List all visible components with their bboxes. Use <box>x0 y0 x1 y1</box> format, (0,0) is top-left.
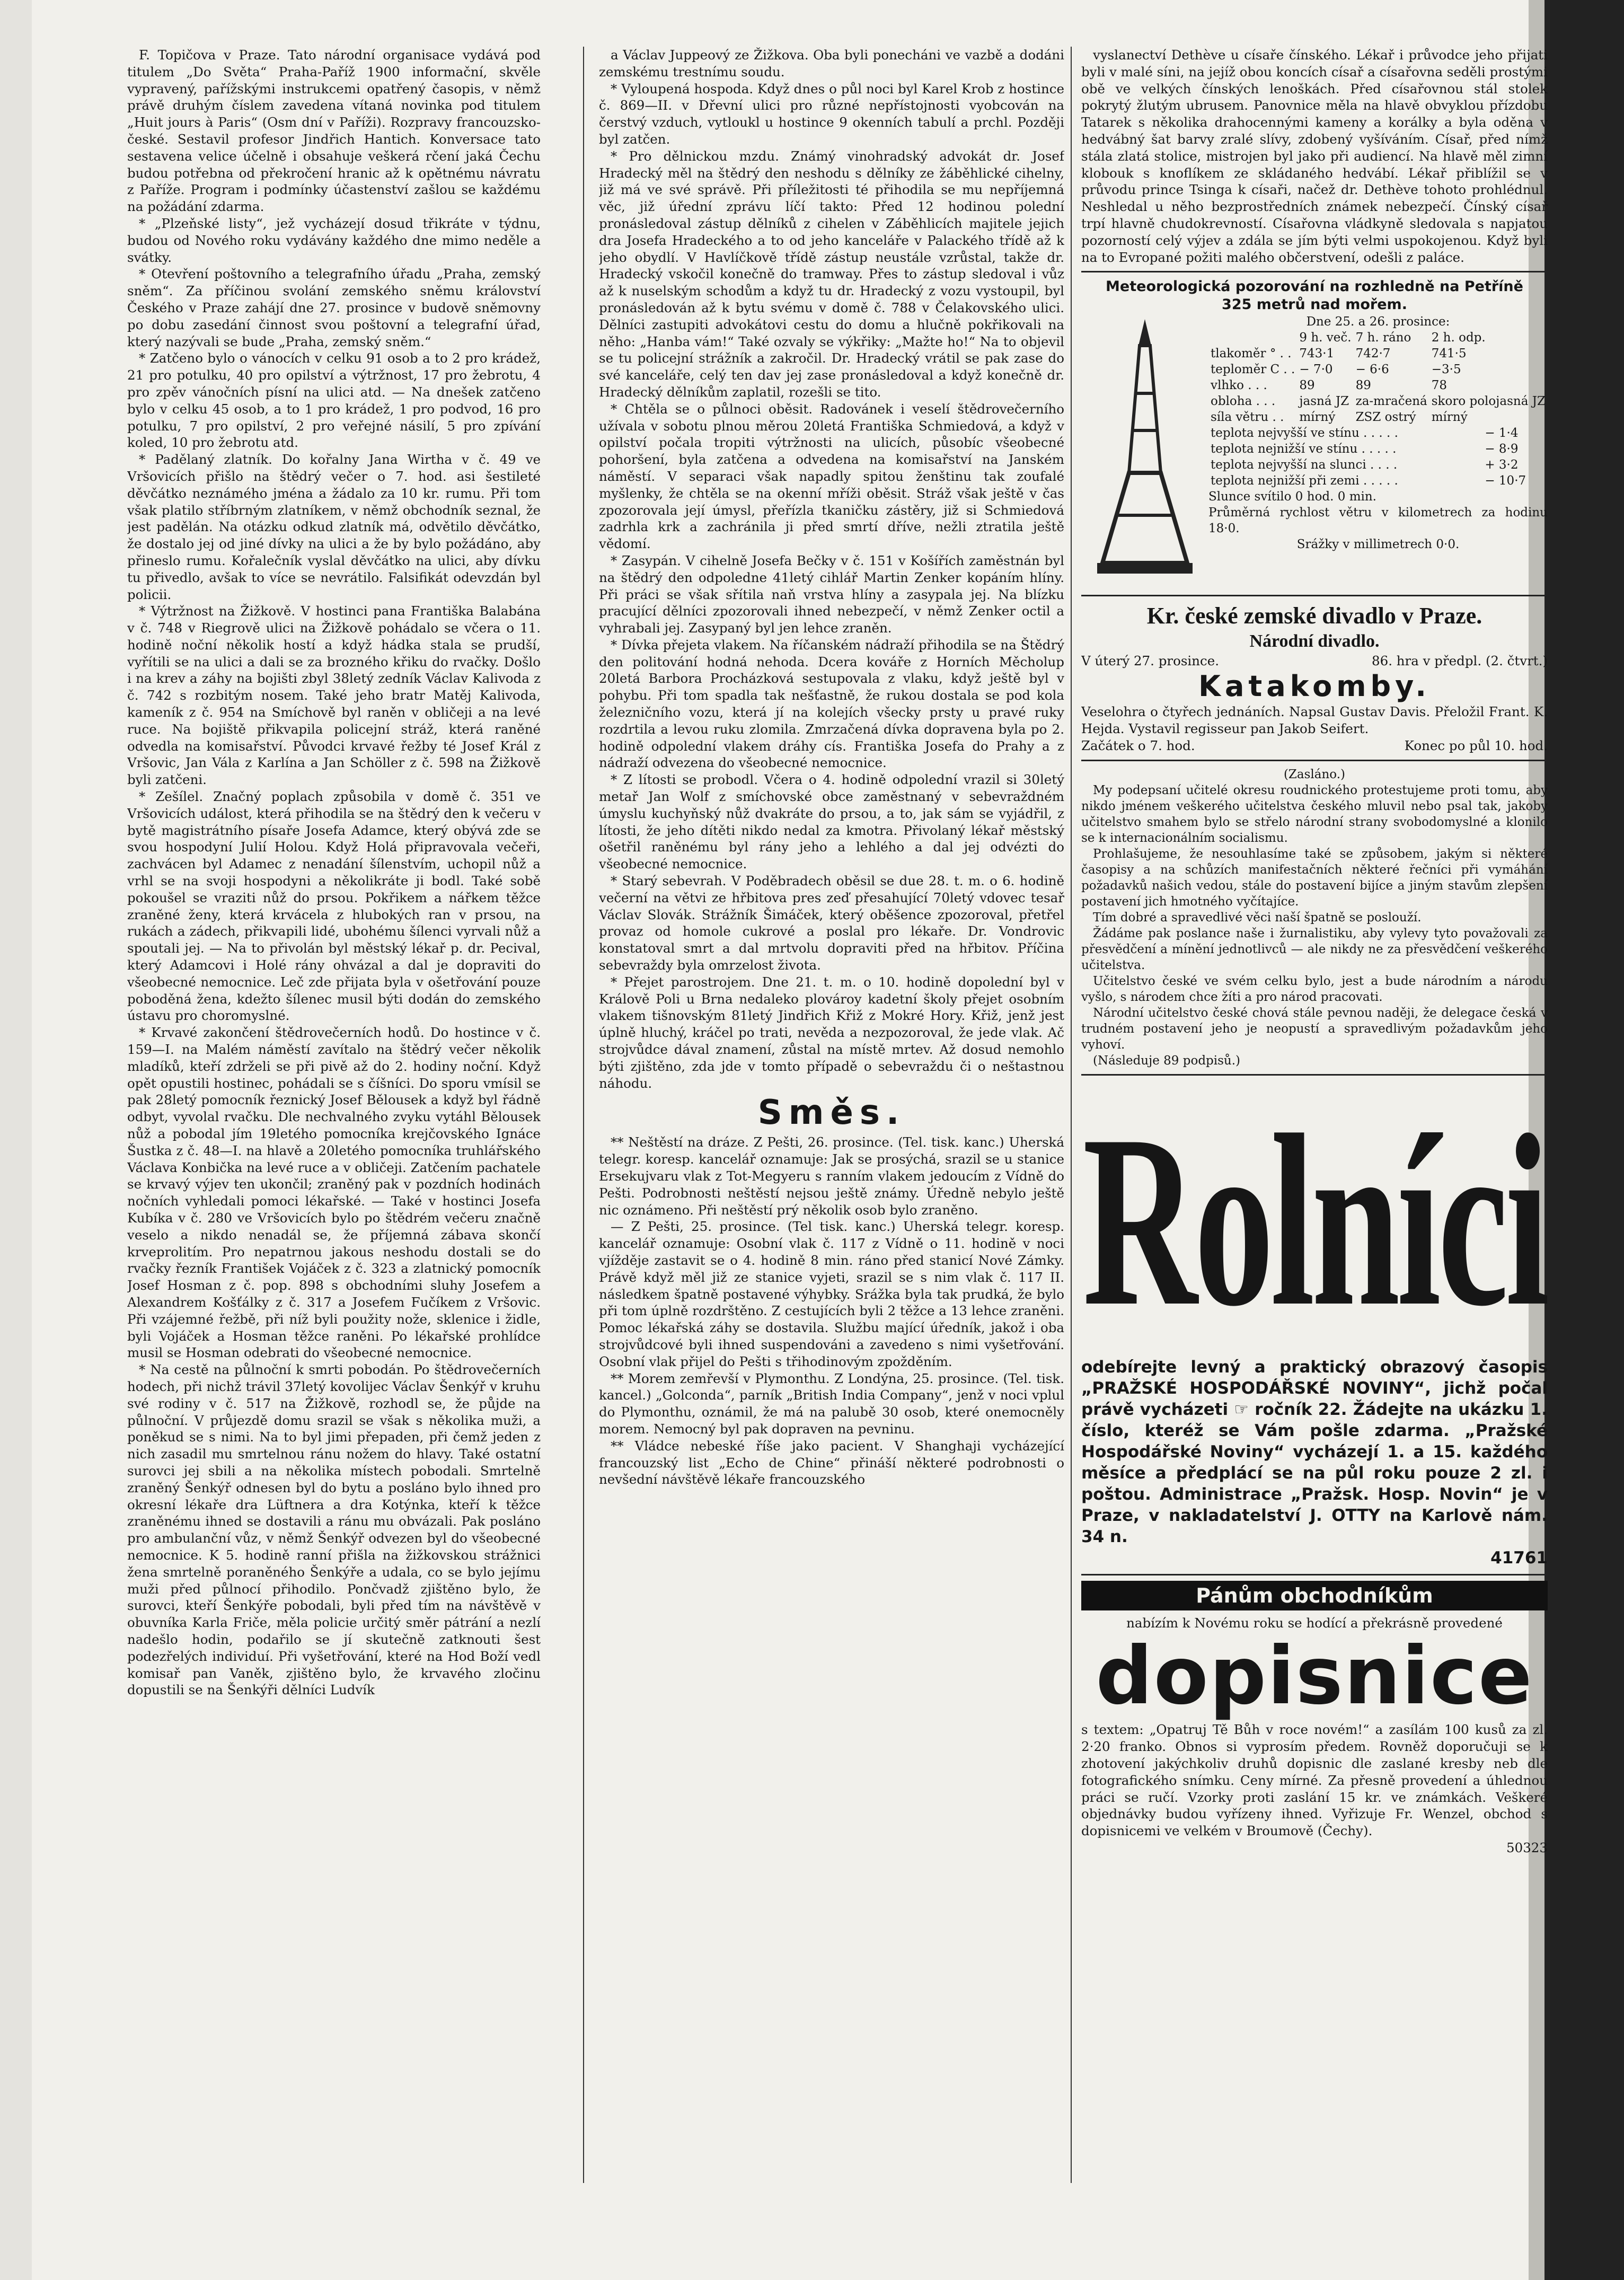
meteo-stat-label: teplota nejnižší při zemi . . . . . <box>1211 474 1398 488</box>
article: * Přejet parostrojem. Dne 21. t. m. o 10. hodině dopolední byl v Králově Poli u Brna nedaleko plovároy kadetní školy přejet osobním vlakem tišnovským 81letý Jindřich Křiž z Mokré Hory. Křiž, jenž jest úplně hluchý, kráčel po trati, nevěda a nezpozoroval, že jede vlak. Ač strojvůdce dával znamení, zůstal na místě mrtev. Až dosud nemohlo býti zjištěno, zda jde v tomto případě o sebevraždu či o neštastnou náhodu. <box>599 974 1064 1091</box>
meteo-stat-value: − 10·7 <box>1485 474 1526 488</box>
letter-paragraph: Žádáme pak poslance naše i žurnalistiku, aby vylevy tyto považovali za přesvědčení a mínění jednotlivců — ale nikdy ne za přesvědčení veškerého učitelstva. <box>1081 926 1548 972</box>
meteo-col-header: 7 h. ráno <box>1355 331 1411 345</box>
article: ** Vládce nebeské říše jako pacient. V Shanghaji vycházející francouzský list „Echo de Chine“ přináší některé podrobnosti o nevšední návštěvě lékaře francouzského <box>599 1438 1064 1487</box>
meteo-table <box>1208 330 1548 425</box>
meteo-cell: 89 <box>1355 378 1371 393</box>
meteo-cell: 741·5 <box>1431 347 1467 361</box>
letter-title: (Zasláno.) <box>1283 767 1346 781</box>
meteo-rain: Srážky v millimetrech 0·0. <box>1296 538 1460 552</box>
meteo-cell: mírný <box>1431 410 1468 425</box>
play-description: Veselohra o čtyřech jednáních. Napsal Gustav Davis. Přeložil Frant. K. Hejda. Vystavil regisseur pan Jakob Seifert. <box>1081 704 1548 736</box>
meteo-date: Dne 25. a 26. prosince: <box>1306 315 1450 329</box>
letter-section <box>1081 767 1548 1069</box>
article: * Na cestě na půlnoční k smrti pobodán. Po štědrovečerních hodech, při nichž trávil 37letý kovolijec Václav Šenkýř v kruhu své rodiny v č. 517 na Žižkově, rozhodl se, že půjde na půlnoční. V průjezdě domu srazil se však s několika muži, a poněkud se s nimi. Na to byl jimi přepaden, při čemž jeden z nich zasadil mu smrtelnou ránu nožem do hlavy. Také ostatní surovci jej sbili a na několika místech pobodali. Smrtelně zraněný Šenkýř odnesen byl do bytu a posláno bylo ihned pro okresní lékaře dra Lüftnera a dra Kotýnka, kteří k těžce zraněnému ihned se dostavili a ránu mu obvázali. Pak posláno pro ambulanční vůz, v němž Šenkýř odvezen byl do všeobecné nemocnice. K 5. hodině ranní přišla na žižkovskou strážnici žena smrtelně poraněného Šenkýře a udala, co se bylo jejímu muži před půlnocí přihodilo. Pončvadž zjištěno bylo, že surovci, kteří Šenkýře pobodali, byli před tím na návštěvě v obuvníka Karla Friče, měla policie určitý směr pátrání a nezlí nadešlo hodin, podařilo se jí skutečně zatknouti šest podezřelých individuí. Při vyšetřování, které na Hod Boží vedl komisař pan Vaněk, zjištěno bylo, že krvavého zločinu dopustili se na Šenkýři dělníci Ludvík <box>127 1362 541 1698</box>
divider <box>1081 760 1548 761</box>
column-rule-1 <box>583 47 584 2183</box>
advert-text: odebírejte levný a praktický obrazový časopis „PRAŽSKÉ HOSPODÁŘSKÉ NOVINY“, jichž počal právě vycházeti ☞ ročník 22. Žádejte na ukázku 1. číslo, kteréž se Vám pošle zdarma. „Pražské Hospodářské Noviny“ vycházejí 1. a 15. každého měsíce a předplácí se na půl roku pouze 2 zl. i poštou. Administrace „Pražsk. Hosp. Novin“ je v Praze, v nakladatelství J. OTTY na Karlově nám. 34 n. <box>1081 1357 1548 1546</box>
letter-paragraph: Národní učitelstvo české chová stále pevnou naději, že delegace česká v trudném postavení jeho je neopustí a spravedlivým požadavkům jeho vyhoví. <box>1081 1006 1548 1052</box>
article: * Dívka přejeta vlakem. Na říčanském nádraží přihodila se na Štědrý den politování hodná nehoda. Dcera kováře z Horních Měcholup 20letá Barbora Procházková sestupovala z vlaku, když ještě byl v pohybu. Při tom spadla tak nešťastně, že rukou dostala se pod kola železničního vozu, která jí na kolejích všecky prsty u pravé ruky rozdrtila a levou ruku zlomila. Zmrzačená dívka dopravena byla po 2. hodině odpolední vlakem dráhy cís. Františka Josefa do Prahy a z nádraží odvezena do všeobecné nemocnice. <box>599 637 1064 771</box>
meteo-stat-value: − 1·4 <box>1485 426 1519 441</box>
meteo-col-header: 2 h. odp. <box>1431 331 1486 345</box>
play-start: Začátek o 7. hod. <box>1081 737 1195 753</box>
meteo-row-label: teploměr C . . <box>1211 363 1295 377</box>
meteo-cell: 89 <box>1299 378 1315 393</box>
divider <box>1081 1574 1548 1575</box>
article: ** Morem zemřevší v Plymonthu. Z Londýna, 25. prosince. (Tel. tisk. kancel.) „Golconda“, parník „British India Company“, jenž v noci vplul do Plymonthu, oznámil, že má na palubě 30 osob, které onemocněly morem. Nemocný byl pak dopraven na pevninu. <box>599 1370 1064 1437</box>
meteo-stat-label: teplota nejnižší ve stínu . . . . . <box>1211 442 1397 456</box>
article: * Zasypán. V cihelně Josefa Bečky v č. 151 v Košířích zaměstnán byl na štědrý den odpoledne 41letý cihlář Martin Zenker kopáním hlíny. Při práci se však sřítila naň vrstva hlíny a zasypala jej. Na blízku pracující dělníci zpozorovali ihned nebezpečí, v němž Zenker octil a vyhrabali jej. Zasypaný byl jen lehce zraněn. <box>599 552 1064 636</box>
meteo-cell: 78 <box>1431 378 1448 393</box>
article: F. Topičova v Praze. Tato národní organisace vydává pod titulem „Do Světa“ Praha-Paříž 1900 informační, skvěle vypravený, pařížskými instrukcemi opatřený časopis, v němž právě druhým číslem zavedena vítaná novinka pod titulem „Huit jours à Paris“ (Osm dní v Paříži). Rozpravy francouzsko-české. Sestavil profesor Jindřich Hantich. Konversace tato sestavena velice účelně i obsahuje veškerá rčení jaká Čechu budou potřebna od překročení hranic až k opětnému návratu z Paříže. Program i podmínky účastenství zašlou se každému na požádání zdarma. <box>127 47 541 215</box>
meteo-cell: −3·5 <box>1431 363 1461 377</box>
meteo-cell: − 7·0 <box>1299 363 1333 377</box>
meteo-cell: mírný <box>1299 410 1336 425</box>
advert-code: 50323 <box>1506 1839 1548 1855</box>
theatre-date: V úterý 27. prosince. <box>1081 653 1220 669</box>
meteo-row-label: tlakoměr ° . . <box>1211 347 1292 361</box>
advert-title: Rolníci <box>1082 1084 1547 1357</box>
play-title: Katakomby. <box>1198 670 1431 703</box>
divider <box>1081 595 1548 596</box>
article: vyslanectví Dethève u císaře čínského. Lékař i průvodce jeho přijati byli v malé síni, na jejíž obou koncích císař a císařovna seděli prostými obě ve velkých čínských lenoškách. Před císařovnou stál stolek pokrytý žlutým ubrusem. Panovnice měla na hlavě obvyklou přízdobu Tatarek s několika drahocennými kameny a korálky a byla oděna v hedvábný šat barvy zralé slívy, zdobený vyšíváním. Císař, před nímž stála zlatá stolice, mistrojen byl jako při audiencí. Na hlavě měl zimní klobouk s knoflíkem ze skládaného hedvábí. Lékař přiblížil se v průvodu prince Tsinga k císaři, načež dr. Dethève tohoto prohlédnul. Neshledal u něho bezprostředních známek nebezpečí. Čínský císař trpí hlavně chudokrevností. Císařovna vládkyně sledovala s napjatou pozorností celý výjev a zdála se jím býti velmi uspokojenou. Když byli na to Evropané požiti malého občerstvení, odešli z paláce. <box>1081 47 1548 265</box>
meteo-cell: 742·7 <box>1355 347 1391 361</box>
meteo-stat-value: − 8·9 <box>1485 442 1519 456</box>
theatre-subheading: Národní divadlo. <box>1249 631 1380 652</box>
theatre-heading: Kr. české zemské divadlo v Praze. <box>1146 603 1482 629</box>
meteo-cell: jasná JZ <box>1299 394 1349 409</box>
scan-margin-left <box>0 0 32 2280</box>
column-rule-2 <box>1071 47 1072 2183</box>
article: * „Plzeňské listy“, jež vycházejí dosud třikráte v týdnu, budou od Nového roku vydávány každého dne mimo neděle a svátky. <box>127 215 541 265</box>
letter-paragraph: Učitelstvo české ve svém celku bylo, jest a bude národním a národu vyšlo, s národem chce žíti a pro národ pracovati. <box>1081 974 1548 1004</box>
meteo-title: Meteorologická pozorování na rozhledně na Petříně <box>1106 278 1523 295</box>
article: * Pro dělnickou mzdu. Známý vinohradský advokát dr. Josef Hradecký měl na štědrý den neshodu s dělníky ze žáběhlické cihelny, již má ve své správě. Při příležitosti té přihodila se mu nepříjemná věc, již úřední zprávu líčí takto: Před 12 hodinou polední pronásledoval zástup dělníků z cihelen v Záběhlicích majitele jejich dra Josefa Hradeckého a to od jeho kanceláře v Palackého třídě až k jeho obydlí. V Havlíčkově třídě zástup neustále vzrůstal, takže dr. Hradecký vskočil konečně do tramway. Přes to zástup sledoval i vůz až k nuselským schodům a když tu dr. Hradecký z vozu vystoupil, byl pronásledován až k bytu svému v domě č. 788 v Čelakovského ulici. Dělníci zastupiti advokátovi cestu do domu a hlučně pokřikovali na něho: „Hanba vám!“ Také ozvaly se výkřiky: „Mažte ho!“ Na to objevil se tu policejní strážník a zakročil. Dr. Hradecký vrátil se pak zase do své kanceláře, celý ten dav jej zase pronásledoval a když konečně dr. Hradecký dělníkům zaplatil, rozešli se tito. <box>599 148 1064 400</box>
meteo-stat-label: teplota nejvyšší na slunci . . . . <box>1211 458 1398 472</box>
theatre-section <box>1081 602 1548 754</box>
column-3 <box>1081 47 1548 2178</box>
article: * Zatčeno bylo o vánocích v celku 91 osob a to 2 pro krádež, 21 pro potulku, 40 pro opilství a výtržnost, 17 pro žebrotu, 4 pro zpěv vánočních písní na ulici atd. — Na dnešek zatčeno bylo v celku 45 osob, a to 1 pro krádež, 1 pro podvod, 16 pro potulku, 7 pro opilství, 2 pro veřejné násilí, 5 pro zpívání koled, 10 pro žebrotu atd. <box>127 350 541 451</box>
column-2 <box>599 47 1064 2178</box>
meteo-wind: Průměrná rychlost větru v kilometrech za hodinu 18·0. <box>1208 506 1548 536</box>
meteo-section <box>1081 278 1548 589</box>
scan-margin-right <box>1544 0 1624 2280</box>
letter-signatures: (Následuje 89 podpisů.) <box>1093 1053 1241 1068</box>
meteo-cell: za-mračená <box>1355 394 1427 409</box>
meteo-stat-value: + 3·2 <box>1485 458 1519 472</box>
advert-subtitle: nabízím k Novému roku se hodící a překrásně provedené <box>1126 1615 1503 1631</box>
meteo-cell: 743·1 <box>1299 347 1335 361</box>
advert-text: s textem: „Opatruj Tě Bůh v roce novém!“ a zasílám 100 kusů za zl. 2·20 franko. Obnos si vyprosím předem. Rovněž doporučuji se k zhotovení jakýchkoliv druhů dopisnic dle zaslané kresby neb dle fotografického snímku. Ceny mírné. Za přesně provedení a úhlednou práci se ručí. Vzorky proti zaslání 15 kr. ve známkách. Veškeré objednávky budou vyřízeny ihned. Vyřizuje Fr. Wenzel, obchod s dopisnicemi ve velkém v Broumově (Čechy). <box>1081 1722 1548 1839</box>
advert-title: dopisnice <box>1096 1630 1533 1723</box>
meteo-row-label: obloha . . . <box>1211 394 1276 409</box>
play-end: Konec po půl 10. hod. <box>1404 737 1548 753</box>
article: * Z lítosti se probodl. Včera o 4. hodině odpolední vrazil si 30letý metař Jan Wolf z smíchovské obce zaměstnaný v sebevraždném úmyslu kuchyňský nůž dvakráte do prsou, a to, jak sám se vyjádřil, z lítosti, že jeho dítěti nikdo nedal za kmotra. Přivolaný lékař městský ošetřil raněnému byl rány jeho a lehlého a dal jej odvézti do všeobecné nemocnice. <box>599 772 1064 872</box>
letter-paragraph: Tím dobré a spravedlivé věci naší špatně se poslouží. <box>1093 910 1422 925</box>
article: * Vyloupená hospoda. Když dnes o půl noci byl Karel Krob z hostince č. 869—II. v Dřevní ulici pro různé nepřístojnosti vyobcován na čerstvý vzduch, vytloukl u hostince 9 okenních tabulí a prchl. Později byl zatčen. <box>599 81 1064 147</box>
meteo-stats <box>1208 425 1548 489</box>
section-heading-smes: Směs. <box>757 1093 906 1133</box>
article: ** Neštěstí na dráze. Z Pešti, 26. prosince. (Tel. tisk. kanc.) Uherská telegr. koresp. kancelář oznamuje: Jak se prosýchá, srazil se u stanice Ersekujvaru vlak z Tot-Megyeru s ranním vlakem jedoucím z Vídně do Pešti. Podrobnosti neštěstí nejsou ještě známy. Úředně nebylo ještě nic oznámeno. Při neštěstí prý několik osob bylo zraněno. <box>599 1134 1064 1218</box>
meteo-col-header: 9 h. več. <box>1299 331 1352 345</box>
article: * Výtržnost na Žižkově. V hostinci pana Františka Balabána v č. 748 v Riegrově ulici na Žižkově pohádalo se včera o 11. hodině noční několik hostí a když hádka stala se prudší, vyřítili se na ulici a dali se za brozného křiku do rvačky. Došlo i na krev a záhy na bojišti zbyl 38letý zedník Václav Kalivoda z č. 742 s rozbitým nosem. Také jeho bratr Matěj Kalivoda, kameník z č. 954 na Smíchově byl raněn v obličeji a na levé ruce. Na bojiště přikvapila policejní stráž, která raněné odvedla na komisařství. Původci krvavé řežby té Josef Král z Vršovic, Jan Vála z Karlína a Jan Schöller z č. 598 na Žižkově byli zatčeni. <box>127 603 541 788</box>
meteo-cell: skoro polojasná JZ <box>1431 394 1546 409</box>
advert-banner: Pánům obchodníkům <box>1081 1581 1548 1610</box>
meteo-stat-label: teplota nejvyšší ve stínu . . . . . <box>1211 426 1398 441</box>
article: * Padělaný zlatník. Do kořalny Jana Wirtha v č. 49 ve Vršovicích přišlo na štědrý večer o 7. hod. asi šestileté děvčátko neznámého jména a žádalo za 10 kr. rumu. Při tom však platilo stříbrným zlatníkem, v němž obchodník seznal, že jest padělán. Na otázku odkud zlatník má, odvětilo děvčátko, že dostalo jej od jiné dívky na ulici a že by bylo požádáno, aby přineslo rumu. Kořalečník vyslal děvčátko na ulici, aby dívku tu přivedlo, avšak to více se nevrátilo. Falsifikát odevzdán byl policii. <box>127 452 541 602</box>
advert-code: 41761 <box>1490 1548 1548 1568</box>
petrin-tower-illustration <box>1081 314 1208 589</box>
meteo-sun: Slunce svítilo 0 hod. 0 min. <box>1208 490 1376 504</box>
article: * Otevření poštovního a telegrafního úřadu „Praha, zemský sněm“. Za příčinou svolání zemského sněmu království Českého v Praze zahájí dne 27. prosince v budově sněmovny po dobu zasedání činnost svou poštovní a telegrafní úřad, který nazývali se bude „Praha, zemský sněm.“ <box>127 266 541 349</box>
divider <box>1081 271 1548 272</box>
meteo-row-label: síla větru . . <box>1211 410 1284 425</box>
letter-paragraph: Prohlašujeme, že nesouhlasíme také se způsobem, jakým si některé časopisy a na schůzích manifestačních některé řečníci při vymáhání požadavků našich vedou, stále do postavení bijíce a jiným stavům zlepšení postavení jich hmotného vyčítajíce. <box>1081 847 1548 909</box>
theatre-subscription: 86. hra v předpl. (2. čtvrt.) <box>1372 653 1548 669</box>
meteo-cell: − 6·6 <box>1355 363 1389 377</box>
article: * Starý sebevrah. V Poděbradech oběsil se due 28. t. m. o 6. hodině večerní na větvi ze hřbitova pres zeď přesahující 70letý vdovec tesař Václav Slovák. Strážník Šimáček, který oběšence zpozoroval, přetřel provaz od homole cukrové a poslal pro lékaře. Dr. Vondrovic konstatoval smrt a dal mrtvolu dopraviti před na hřbitov. Příčina sebevraždy byla omrzelost života. <box>599 873 1064 973</box>
article: * Krvavé zakončení štědrovečerních hodů. Do hostince v č. 159—I. na Malém náměstí zavítalo na štědrý večer několik mladíků, kteří zdrželi se při pivě až do 2. hodiny noční. Když opět opustili hostinec, pohádali se s číšníci. Do sporu vmísil se pak 28letý pomocník řeznický Josef Bělousek a když byl řádně odbyt, vyvolal rvačku. Dle nechvalného zvyku vytáhl Bělousek nůž a pobodal jím 19letého pomocníka krejčovského Ignáce Šustka z č. 48—I. na hlavě a 20letého pomocníka truhlářského Václava Konbička na levé ruce a v obličeji. Zatčením pachatele se krvavý výjev ten ukončil; zraněný pak v pozdních hodinách nočních vyhledali pomoci lékařské. — Také v hostinci Josefa Kubíka v č. 280 ve Vršovicích bylo po štědrém večeru značně veselo a nikdo nenadál se, že příjemná zábava skončí krveprolitím. Pro nepatrnou jakous neshodu dostali se do rvačky řezník František Vojáček z č. 323 a zlatnický pomocník Josef Hosman z č. pop. 898 s obchodními sluhy Josefem a Alexandrem Košťálky z č. 317 a Josefem Fučíkem z Vršovic. Při vzájemné řežbě, při níž byli použity nože, sklenice i židle, byli Vojáček a Hosman těžce raněni. Po lékařské prohlídce musil se Hosman odebrati do všeobecné nemocnice. <box>127 1025 541 1361</box>
article: a Václav Juppeový ze Žižkova. Oba byli ponecháni ve vazbě a dodáni zemskému trestnímu soudu. <box>599 47 1064 80</box>
divider <box>1081 1074 1548 1076</box>
article: * Zešílel. Značný poplach způsobila v domě č. 351 ve Vršovicích událost, která přihodila se na štědrý den k večeru v bytě magistrátního písaře Josefa Adamce, který obývá zde se svou hospodyní Julií Holou. Když Holá připravovala večeři, zachvácen byl Adamec z nenadání šílenstvím, uchopil nůž a vrhl se na svoji hospodyni a několikráte ji bodl. Také sobě pokoušel se vraziti nůž do prsou. Pokřikem a nářkem těžce zraněné ženy, která krvácela z hlubokých ran v prsou, na rukách a zádech, přikvapili lidé, ubohému šílenci vyrvali nůž a spoutali jej. — Na to přivolán byl městský lékař p. dr. Pecival, který Adamcovi i Holé rány ohvázal a dal je dopraviti do všeobecné nemocnice. Leč zde přijata byla v ošetřování pouze poboděná žena, kdežto šílenec musil býti dodán do zemského ústavu pro choromyslné. <box>127 789 541 1024</box>
advert-rolnici <box>1081 1081 1548 1569</box>
meteo-cell: ZSZ ostrý <box>1355 410 1416 425</box>
article: — Z Pešti, 25. prosince. (Tel tisk. kanc.) Uherská telegr. koresp. kancelář oznamuje: Osobní vlak č. 117 z Vídně o 11. hodině v noci vjížděje zastavit se o 4. hodině 8 min. ráno před stanicí Nové Zámky. Právě když měl již ze stanice vyjeti, srazil se s nim vlak č. 117 II. následkem špatně postavené výhybky. Srážka byla tak prudká, že bylo při tom úplně rozdrštěno. Z cestujících byli 2 těžce a 13 lehce zraněni. Pomoc lékařská záhy se dostavila. Službu mající úředník, jakož i oba strojvůdcové byli ihned suspendováni a zavedeno s nimi vyšetřování. Osobní vlak přijel do Pešti s třihodinovým zpožděním. <box>599 1219 1064 1369</box>
meteo-subtitle: 325 metrů nad mořem. <box>1222 296 1407 313</box>
column-1 <box>127 47 541 2178</box>
meteo-row-label: vlhko . . . <box>1211 378 1267 393</box>
article: * Chtěla se o půlnoci oběsit. Radovánek i veselí štědrovečerního užívala v sobotu plnou měrou 20letá Františka Schmiedová, a když v opilství počala tropiti výtržnosti na ulicích, působíc všeobecné pohoršení, byla zatčena a odvedena na komisařství na Janském náměstí. V separaci však napadly spitou ženštinu tak zoufalé myšlenky, že chtěla se na okenní mříži oběsit. Stráž však ještě v čas zpozorovala její úmysl, přeřízla tkaničku zástěry, již si Schmiedová zadrhla krk a zachránila ji před smrtí dříve, nežli ztratila ještě vědomí. <box>599 401 1064 552</box>
advert-dopisnice <box>1081 1581 1548 1856</box>
letter-paragraph: My podepsaní učitelé okresu roudnického protestujeme proti tomu, aby nikdo jménem veškerého učitelstva českého mluvil nebo psal tak, jakoby učitelstvo smahem bylo se střelo národní strany svobodomyslné a klonilo se k internacionálním socialismu. <box>1081 783 1548 845</box>
